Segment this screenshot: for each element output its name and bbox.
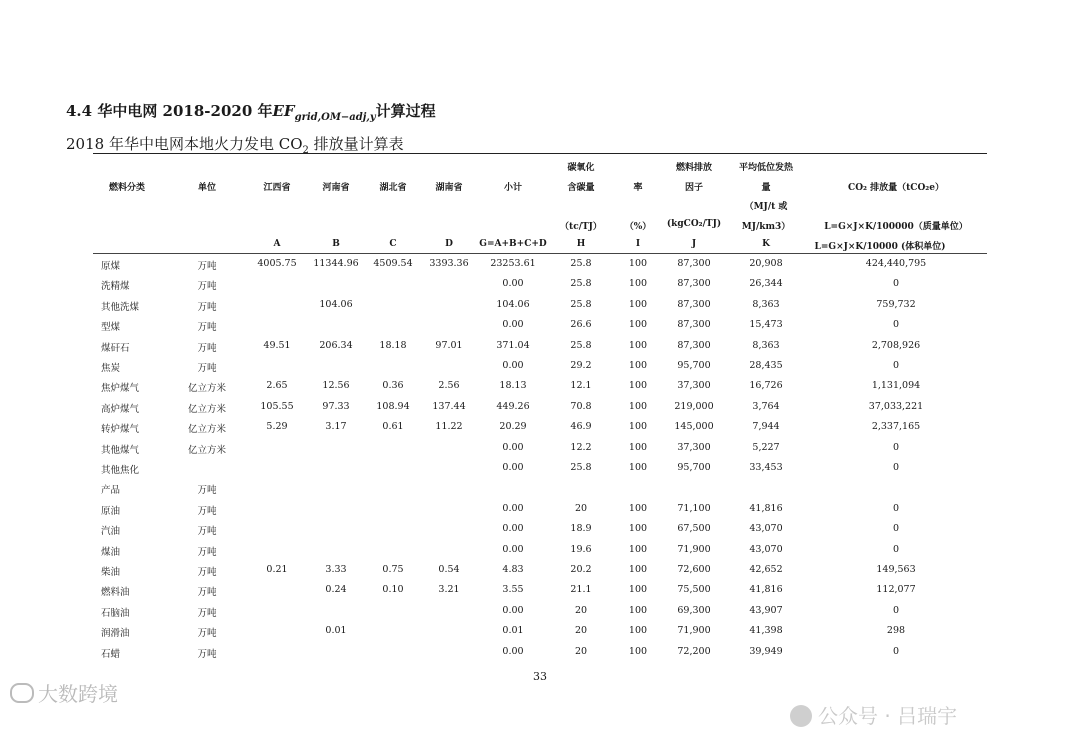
cell-ncv: 43,070: [749, 543, 783, 555]
cell-ncv: 41,816: [749, 584, 783, 596]
cell-ncv: 5,227: [752, 441, 780, 453]
cell-emission-factor: 219,000: [674, 400, 714, 412]
cell-hubei: 0.36: [382, 380, 404, 392]
header-emission-factor-line1: 燃料排放: [675, 163, 713, 173]
cell-carbon-content: 12.2: [570, 441, 592, 453]
cell-unit: 万吨: [197, 607, 217, 619]
cell-oxidation: 100: [628, 298, 648, 310]
cell-carbon-content: 20: [574, 502, 588, 514]
header-col-j: J: [691, 239, 697, 249]
cell-subtotal: 371.04: [496, 339, 530, 351]
cell-subtotal: 0.00: [502, 604, 524, 616]
cell-fuel: 柴油: [101, 567, 121, 578]
cell-fuel: 汽油: [101, 526, 121, 538]
cell-co2: 298: [886, 625, 906, 637]
account-avatar-icon: [790, 705, 812, 727]
cell-emission-factor: 37,300: [677, 380, 711, 392]
cell-hubei: 0.75: [382, 564, 404, 575]
cell-oxidation: 100: [628, 421, 648, 433]
cell-co2: 112,077: [876, 584, 916, 596]
header-carbon-content: 含碳量: [567, 183, 595, 193]
cell-unit: 万吨: [197, 281, 217, 293]
header-hubei: 湖北省: [379, 183, 407, 193]
section-heading: 4.4 华中电网 2018-2020 年$EF_{grid,OM-adj,y}$计算过程: [66, 102, 436, 123]
cell-co2: 0: [892, 278, 900, 290]
cell-co2: 0: [892, 502, 900, 514]
cell-oxidation: 100: [628, 278, 648, 290]
cell-ncv: 20,908: [749, 258, 783, 269]
cell-oxidation: 100: [628, 380, 648, 392]
brand-logo-icon: [10, 683, 34, 703]
cell-fuel: 产品: [101, 485, 121, 497]
cell-oxidation: 100: [628, 441, 648, 453]
cell-subtotal: 0.00: [502, 360, 524, 371]
header-col-k: K: [762, 239, 770, 249]
cell-carbon-content: 20: [574, 645, 588, 657]
cell-fuel: 煤油: [101, 546, 121, 558]
cell-emission-factor: 95,700: [677, 462, 711, 473]
cell-jiangxi: 4005.75: [257, 258, 297, 269]
cell-emission-factor: 71,900: [677, 543, 711, 555]
cell-henan: 104.06: [319, 298, 353, 310]
cell-subtotal: 0.00: [502, 523, 524, 535]
header-oxidation-line1: 碳氧化: [567, 163, 595, 173]
cell-hunan: 3393.36: [429, 258, 469, 269]
cell-co2: 0: [892, 462, 900, 473]
cell-hubei: 0.61: [382, 421, 404, 433]
cell-jiangxi: 2.65: [266, 380, 288, 392]
cell-unit: 万吨: [197, 261, 217, 272]
cell-subtotal: 449.26: [496, 400, 530, 412]
cell-emission-factor: 87,300: [677, 298, 711, 310]
cell-hunan: 3.21: [438, 584, 460, 596]
cell-carbon-content: 20.2: [570, 564, 592, 575]
cell-carbon-content: 25.8: [570, 278, 592, 290]
cell-carbon-content: 26.6: [570, 319, 592, 331]
cell-co2: 0: [892, 645, 900, 657]
cell-carbon-content: 25.8: [570, 258, 592, 269]
cell-ncv: 33,453: [749, 462, 783, 473]
cell-emission-factor: 87,300: [677, 319, 711, 331]
cell-emission-factor: 37,300: [677, 441, 711, 453]
cell-carbon-content: 25.8: [570, 462, 592, 473]
cell-emission-factor: 75,500: [677, 584, 711, 596]
cell-hubei: 4509.54: [373, 258, 413, 269]
watermark-right: [790, 700, 957, 729]
cell-subtotal: 18.13: [499, 380, 527, 392]
cell-oxidation: 100: [628, 625, 648, 637]
cell-fuel: 石脑油: [101, 607, 130, 619]
cell-fuel: 燃料油: [101, 587, 130, 599]
cell-co2: 0: [892, 441, 900, 453]
header-ncv-line3: （MJ/t 或: [744, 202, 788, 212]
cell-emission-factor: 67,500: [677, 523, 711, 535]
header-col-b: B: [332, 239, 340, 249]
cell-emission-factor: 87,300: [677, 258, 711, 269]
header-oxidation-unit: （%）: [624, 222, 652, 232]
cell-co2: 149,563: [876, 564, 916, 575]
header-unit: 单位: [197, 183, 217, 193]
cell-fuel: 焦炭: [101, 363, 121, 374]
header-fuel-type: 燃料分类: [108, 183, 146, 193]
table-caption: 2018 年华中电网本地火力发电 $CO_2$ 排放量计算表: [66, 135, 404, 156]
cell-emission-factor: 71,100: [677, 502, 711, 514]
cell-subtotal: 0.00: [502, 441, 524, 453]
cell-oxidation: 100: [628, 339, 648, 351]
cell-carbon-content: 25.8: [570, 298, 592, 310]
cell-fuel: 润滑油: [101, 628, 130, 640]
watermark-left: [10, 678, 118, 707]
header-henan: 河南省: [322, 183, 350, 193]
table-header-rule: [93, 253, 987, 254]
cell-oxidation: 100: [628, 564, 648, 575]
cell-ncv: 15,473: [749, 319, 783, 331]
cell-emission-factor: 145,000: [674, 421, 714, 433]
cell-emission-factor: 72,600: [677, 564, 711, 575]
cell-fuel: 其他焦化: [101, 465, 140, 476]
cell-fuel: 其他洗煤: [101, 301, 140, 313]
cell-oxidation: 100: [628, 604, 648, 616]
cell-co2: 0: [892, 604, 900, 616]
cell-unit: 亿立方米: [187, 424, 227, 436]
cell-subtotal: 104.06: [496, 298, 530, 310]
cell-ncv: 28,435: [749, 360, 783, 371]
cell-jiangxi: 49.51: [263, 339, 291, 351]
cell-co2: 1,131,094: [871, 380, 921, 392]
cell-oxidation: 100: [628, 543, 648, 555]
cell-hunan: 97.01: [435, 339, 463, 351]
cell-unit: 万吨: [197, 322, 217, 334]
cell-co2: 0: [892, 543, 900, 555]
cell-emission-factor: 87,300: [677, 339, 711, 351]
cell-fuel: 型煤: [101, 322, 121, 334]
header-col-h: H: [576, 239, 586, 249]
cell-carbon-content: 12.1: [570, 380, 592, 392]
cell-fuel: 石蜡: [101, 648, 121, 660]
cell-subtotal: 0.00: [502, 543, 524, 555]
cell-fuel: 原煤: [101, 261, 121, 272]
page-number: 33: [533, 670, 547, 683]
header-col-i: I: [635, 239, 641, 249]
cell-unit: 万吨: [197, 587, 217, 599]
header-emission-factor-line2: 因子: [684, 183, 704, 193]
cell-carbon-content: 20: [574, 625, 588, 637]
header-subtotal: 小计: [503, 183, 523, 193]
cell-co2: 0: [892, 523, 900, 535]
cell-emission-factor: 87,300: [677, 278, 711, 290]
cell-fuel: 原油: [101, 505, 121, 517]
cell-ncv: 41,398: [749, 625, 783, 637]
cell-co2: 0: [892, 319, 900, 331]
cell-unit: 万吨: [197, 301, 217, 313]
header-col-a: A: [273, 239, 281, 249]
cell-hunan: 2.56: [438, 380, 460, 392]
cell-oxidation: 100: [628, 360, 648, 371]
cell-unit: 万吨: [197, 485, 217, 497]
cell-carbon-content: 46.9: [570, 421, 592, 433]
cell-jiangxi: 105.55: [260, 400, 294, 412]
cell-carbon-content: 21.1: [570, 584, 592, 596]
cell-henan: 3.33: [325, 564, 347, 575]
cell-ncv: 42,652: [749, 564, 783, 575]
header-ncv-line4: MJ/km3）: [741, 222, 791, 232]
header-col-c: C: [389, 239, 397, 249]
cell-subtotal: 0.00: [502, 319, 524, 331]
cell-fuel: 转炉煤气: [101, 424, 140, 436]
cell-hunan: 11.22: [435, 421, 463, 433]
cell-ncv: 8,363: [752, 298, 780, 310]
header-emission-factor-unit: (kgCO₂/TJ): [666, 219, 722, 229]
cell-oxidation: 100: [628, 462, 648, 473]
cell-unit: 万吨: [197, 363, 217, 374]
cell-unit: 万吨: [197, 526, 217, 538]
cell-henan: 11344.96: [313, 258, 359, 269]
cell-henan: 206.34: [319, 339, 353, 351]
cell-co2: 424,440,795: [865, 258, 927, 269]
header-col-d: D: [445, 239, 453, 249]
cell-carbon-content: 29.2: [570, 360, 592, 371]
cell-emission-factor: 95,700: [677, 360, 711, 371]
cell-oxidation: 100: [628, 258, 648, 269]
cell-emission-factor: 72,200: [677, 645, 711, 657]
cell-oxidation: 100: [628, 400, 648, 412]
cell-fuel: 洗精煤: [101, 281, 130, 293]
cell-unit: 亿立方米: [187, 403, 227, 415]
cell-oxidation: 100: [628, 502, 648, 514]
cell-unit: 亿立方米: [187, 383, 227, 395]
cell-ncv: 43,070: [749, 523, 783, 535]
table-top-rule: [93, 153, 987, 154]
cell-subtotal: 23253.61: [490, 258, 536, 269]
cell-co2: 37,033,221: [868, 400, 924, 412]
cell-carbon-content: 25.8: [570, 339, 592, 351]
watermark-right-text: 公众号 · 吕瑞宇: [818, 704, 958, 728]
cell-carbon-content: 18.9: [570, 523, 592, 535]
cell-oxidation: 100: [628, 523, 648, 535]
header-co2-emissions: CO₂ 排放量（tCO₂e）: [848, 183, 944, 193]
cell-emission-factor: 71,900: [677, 625, 711, 637]
cell-subtotal: 3.55: [502, 584, 524, 596]
cell-ncv: 7,944: [752, 421, 780, 433]
header-co2-formula-volume: L=G×J×K/10000 (体积单位): [814, 242, 946, 252]
cell-co2: 2,708,926: [871, 339, 921, 351]
cell-jiangxi: 5.29: [266, 421, 288, 433]
cell-subtotal: 0.00: [502, 278, 524, 290]
cell-unit: 万吨: [197, 342, 217, 354]
header-ncv-line1: 平均低位发热: [738, 163, 794, 173]
header-jiangxi: 江西省: [263, 183, 291, 193]
cell-unit: 万吨: [197, 546, 217, 558]
cell-henan: 12.56: [322, 380, 350, 392]
header-oxidation-line2: 率: [633, 183, 643, 193]
cell-co2: 2,337,165: [871, 421, 921, 433]
cell-ncv: 3,764: [752, 400, 780, 412]
cell-henan: 3.17: [325, 421, 347, 433]
cell-fuel: 煤矸石: [101, 342, 130, 354]
cell-unit: 万吨: [197, 505, 217, 517]
cell-hubei: 0.10: [382, 584, 404, 596]
cell-ncv: 16,726: [749, 380, 783, 392]
cell-hubei: 108.94: [376, 400, 410, 412]
header-hunan: 湖南省: [435, 183, 463, 193]
cell-co2: 0: [892, 360, 900, 371]
cell-oxidation: 100: [628, 319, 648, 331]
cell-unit: 亿立方米: [187, 444, 227, 456]
cell-subtotal: 20.29: [499, 421, 527, 433]
cell-oxidation: 100: [628, 645, 648, 657]
header-co2-formula-mass: L=G×J×K/100000（质量单位）: [824, 222, 968, 232]
cell-carbon-content: 20: [574, 604, 588, 616]
cell-fuel: 其他煤气: [101, 444, 140, 456]
cell-ncv: 8,363: [752, 339, 780, 351]
cell-subtotal: 0.00: [502, 645, 524, 657]
cell-emission-factor: 69,300: [677, 604, 711, 616]
cell-co2: 759,732: [876, 298, 916, 310]
header-carbon-unit: （tc/TJ）: [560, 222, 602, 232]
cell-jiangxi: 0.21: [266, 564, 288, 575]
cell-hunan: 137.44: [432, 400, 466, 412]
cell-subtotal: 0.00: [502, 462, 524, 473]
cell-ncv: 41,816: [749, 502, 783, 514]
cell-subtotal: 0.00: [502, 502, 524, 514]
cell-henan: 97.33: [322, 400, 350, 412]
cell-ncv: 26,344: [749, 278, 783, 290]
cell-ncv: 39,949: [749, 645, 783, 657]
cell-carbon-content: 70.8: [570, 400, 592, 412]
header-ncv-line2: 量: [761, 183, 771, 193]
cell-unit: 万吨: [197, 628, 217, 640]
cell-subtotal: 0.01: [502, 625, 524, 637]
cell-henan: 0.01: [325, 625, 347, 637]
cell-henan: 0.24: [325, 584, 347, 596]
watermark-left-text: 大数跨境: [38, 682, 118, 706]
cell-fuel: 焦炉煤气: [101, 383, 140, 395]
cell-fuel: 高炉煤气: [101, 403, 140, 415]
cell-unit: 万吨: [197, 567, 217, 578]
cell-hunan: 0.54: [438, 564, 460, 575]
header-col-g: G=A+B+C+D: [479, 239, 547, 249]
cell-ncv: 43,907: [749, 604, 783, 616]
cell-carbon-content: 19.6: [570, 543, 592, 555]
cell-unit: 万吨: [197, 648, 217, 660]
cell-oxidation: 100: [628, 584, 648, 596]
cell-hubei: 18.18: [379, 339, 407, 351]
cell-subtotal: 4.83: [502, 564, 524, 575]
